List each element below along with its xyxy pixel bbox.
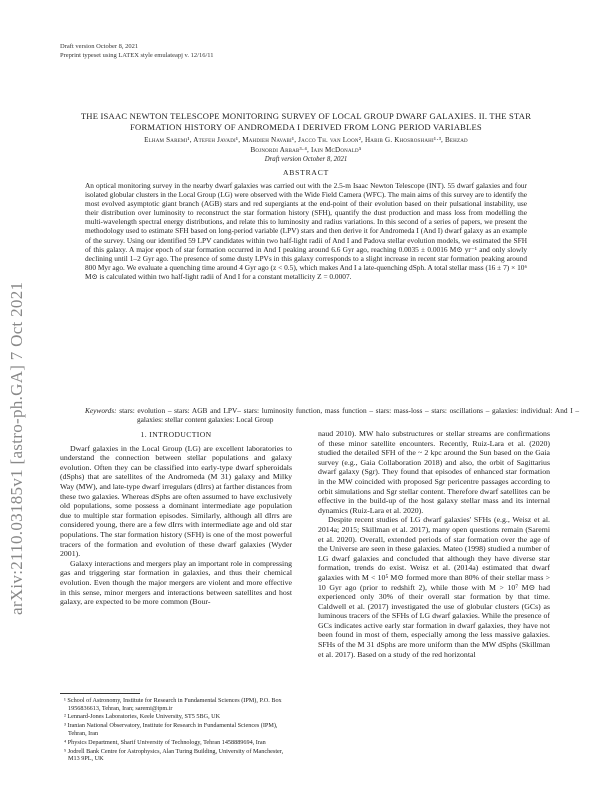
draft-version-line: Draft version October 8, 2021 (60, 43, 139, 50)
footnotes (60, 697, 292, 764)
draft-date: Draft version October 8, 2021 (264, 156, 348, 163)
author-list (60, 135, 552, 155)
paragraph: Despite recent studies of LG dwarf galaxies' SFHs (e.g., Weisz et al. 2014a; 2015; Skillman et al. 2017), many open questions remain (Saremi et al. 2020). Overall, extended periods of star formation over the age of the Universe are seen in these galaxies. Mateo (1998) studied a number of LG dwarf galaxies and concluded that although they have diverse star formation, trends do exist. Weisz et al. (2014a) estimated that dwarf galaxies with M < 10⁵ M⊙ formed more than 80% of their stellar mass > 10 Gyr ago (prior to redshift 2), while those with M > 10⁷ M⊙ had experienced only 30% of their overall star formation by that time. Caldwell et al. (2017) investigated the use of globular clusters (GCs) as luminous tracers of the SFHs of LG dwarf galaxies. While the presence of GCs indicates active early star formation in dwarf galaxies, they have not been found in most of them, especially among the less massive galaxies. SFHs of the M 31 dSphs are more uniform than the MW dSphs (Skillman et al. 2017). Based on a study of the red horizontal (318, 515, 550, 659)
section-heading: 1. INTRODUCTION (140, 430, 212, 439)
paragraph: naud 2010). MW halo substructures or stellar streams are confirmations of these minor satellite encounters. Recently, Ruiz-Lara et al. (2020) studied the detailed SFH of the ~ 2 kpc around the Sun based on the Gaia survey (e.g., Gaia Collaboration 2018) and also, the orbit of Sagittarius dwarf galaxy (Sgr). They found that episodes of enhanced star formation in the MW coincided with proposed Sgr pericentre passages according to orbit simulations and Sgr stellar content. Therefore dwarf satellites can be effective in the build-up of the host galaxy stellar mass and its internal dynamics (Ruiz-Lara et al. 2020). (318, 429, 550, 515)
paragraph: Galaxy interactions and mergers play an important role in compressing gas and triggering star formation in galaxies, and thus their chemical evolution. Even though the major mergers are violent and more effective in this sense, minor mergers and interactions between satellites and host galaxy, are expected to be more common (Bour- (60, 558, 292, 607)
paper-title: THE ISAAC NEWTON TELESCOPE MONITORING SURVEY OF LOCAL GROUP DWARF GALAXIES. II. THE STAR FORMATION HISTORY OF ANDROMEDA I DERIVED FROM LONG PERIOD VARIABLES (80, 111, 532, 132)
footnote: ² Lennard-Jones Laboratories, Keele University, ST5 5BG, UK (64, 713, 221, 721)
keywords-label: Keywords: (85, 406, 117, 415)
footnote: ³ Iranian National Observatory, Institute for Research in Fundamental Sciences (IPM), Tehran, Iran (64, 722, 278, 737)
footnote-rule (60, 693, 140, 694)
arxiv-sidebar-stamp (4, 175, 28, 615)
right-column (318, 429, 550, 659)
preprint-style-line: Preprint typeset using LATEX style emulateapj v. 12/16/11 (60, 52, 214, 59)
paragraph: Dwarf galaxies in the Local Group (LG) are excellent laboratories to understand the connection between stellar populations and galaxy evolution. Often they can be classified into early-type dwarf spheroidals (dSphs) that are satellites of the Andromeda (M 31) galaxy and Milky Way (MW), and late-type dwarf irregulars (dIrrs) at farther distances from these two galaxies. Whereas dSphs are often assumed to have exclusively old populations, some possess a dominant intermediate age population due to multiple star formation episodes. Similarly, although all dIrrs are considered young, there are a few dIrrs with intermediate age and old star populations. The star formation history (SFH) is one of the most powerful tracers of the formation and evolution of these dwarf galaxies (Wyder 2001). (60, 443, 292, 559)
arxiv-id: arXiv:2110.03185v1 [astro-ph.GA] 7 Oct 2021 (7, 281, 26, 615)
abstract-heading: ABSTRACT (282, 168, 330, 177)
author-line-2: Bojnordi Arbab³·⁴, Iain McDonald⁵ (250, 146, 362, 154)
abstract-text: An optical monitoring survey in the nearby dwarf galaxies was carried out with the 2.5-m Isaac Newton Telescope (INT). 55 dwarf galaxies and four isolated globular clusters in the Local Group (LG) were observed with the Wide Field Camera (WFC). The main aims of this survey are to identify the most evolved asymptotic giant branch (AGB) stars and red supergiants at the end-point of their evolution based on their pulsational instability, use their distribution over luminosity to reconstruct the star formation history (SFH), quantify the dust production and mass loss from modelling the multi-wavelength spectral energy distributions, and relate this to luminosity and radius variations. In this second of a series of papers, we present the methodology used to estimate SFH based on long-period variable (LPV) stars and then derive it for Andromeda I (And I) dwarf galaxy as an example of the survey. Using our identified 59 LPV candidates within two half-light radii of And I and Padova stellar evolution models, we estimated the SFH of this galaxy. A major epoch of star formation occurred in And I peaking around 6.6 Gyr ago, reaching 0.0035 ± 0.0016 M⊙ yr⁻¹ and only slowly declining until 1–2 Gyr ago. The presence of some dusty LPVs in this galaxy corresponds to a slight increase in recent star formation peaking around 800 Myr ago. We evaluate a quenching time around 4 Gyr ago (z < 0.5), which makes And I a late-quenching dSph. A total stellar mass (16 ± 7) × 10⁶ M⊙ is calculated within two half-light radii of And I for a constant metallicity Z = 0.0007. (85, 181, 527, 281)
left-column (60, 430, 292, 607)
keywords (85, 406, 579, 424)
keywords-text: stars: evolution – stars: AGB and LPV– stars: luminosity function, mass function – stars: mass-loss – stars: oscillations – galaxies: individual: And I – galaxies: stellar content galaxies: Local Group (119, 406, 579, 425)
footnote: ⁴ Physics Department, Sharif University of Technology, Tehran 1458889694, Iran (64, 738, 266, 746)
footnote: ¹ School of Astronomy, Institute for Research in Fundamental Sciences (IPM), P.O. Box 1956836613, Tehran, Iran; saremi@ipm.ir (64, 697, 282, 712)
footnote: ⁵ Jodrell Bank Centre for Astrophysics, Alan Turing Building, University of Manchester, M13 9PL, UK (64, 747, 284, 763)
author-line-1: Elham Saremi¹, Atefeh Javadi¹, Mahdieh Navabi¹, Jacco Th. van Loon², Habib G. Khosroshahi¹·³, Behzad (144, 136, 468, 144)
preprint-header (60, 42, 214, 60)
